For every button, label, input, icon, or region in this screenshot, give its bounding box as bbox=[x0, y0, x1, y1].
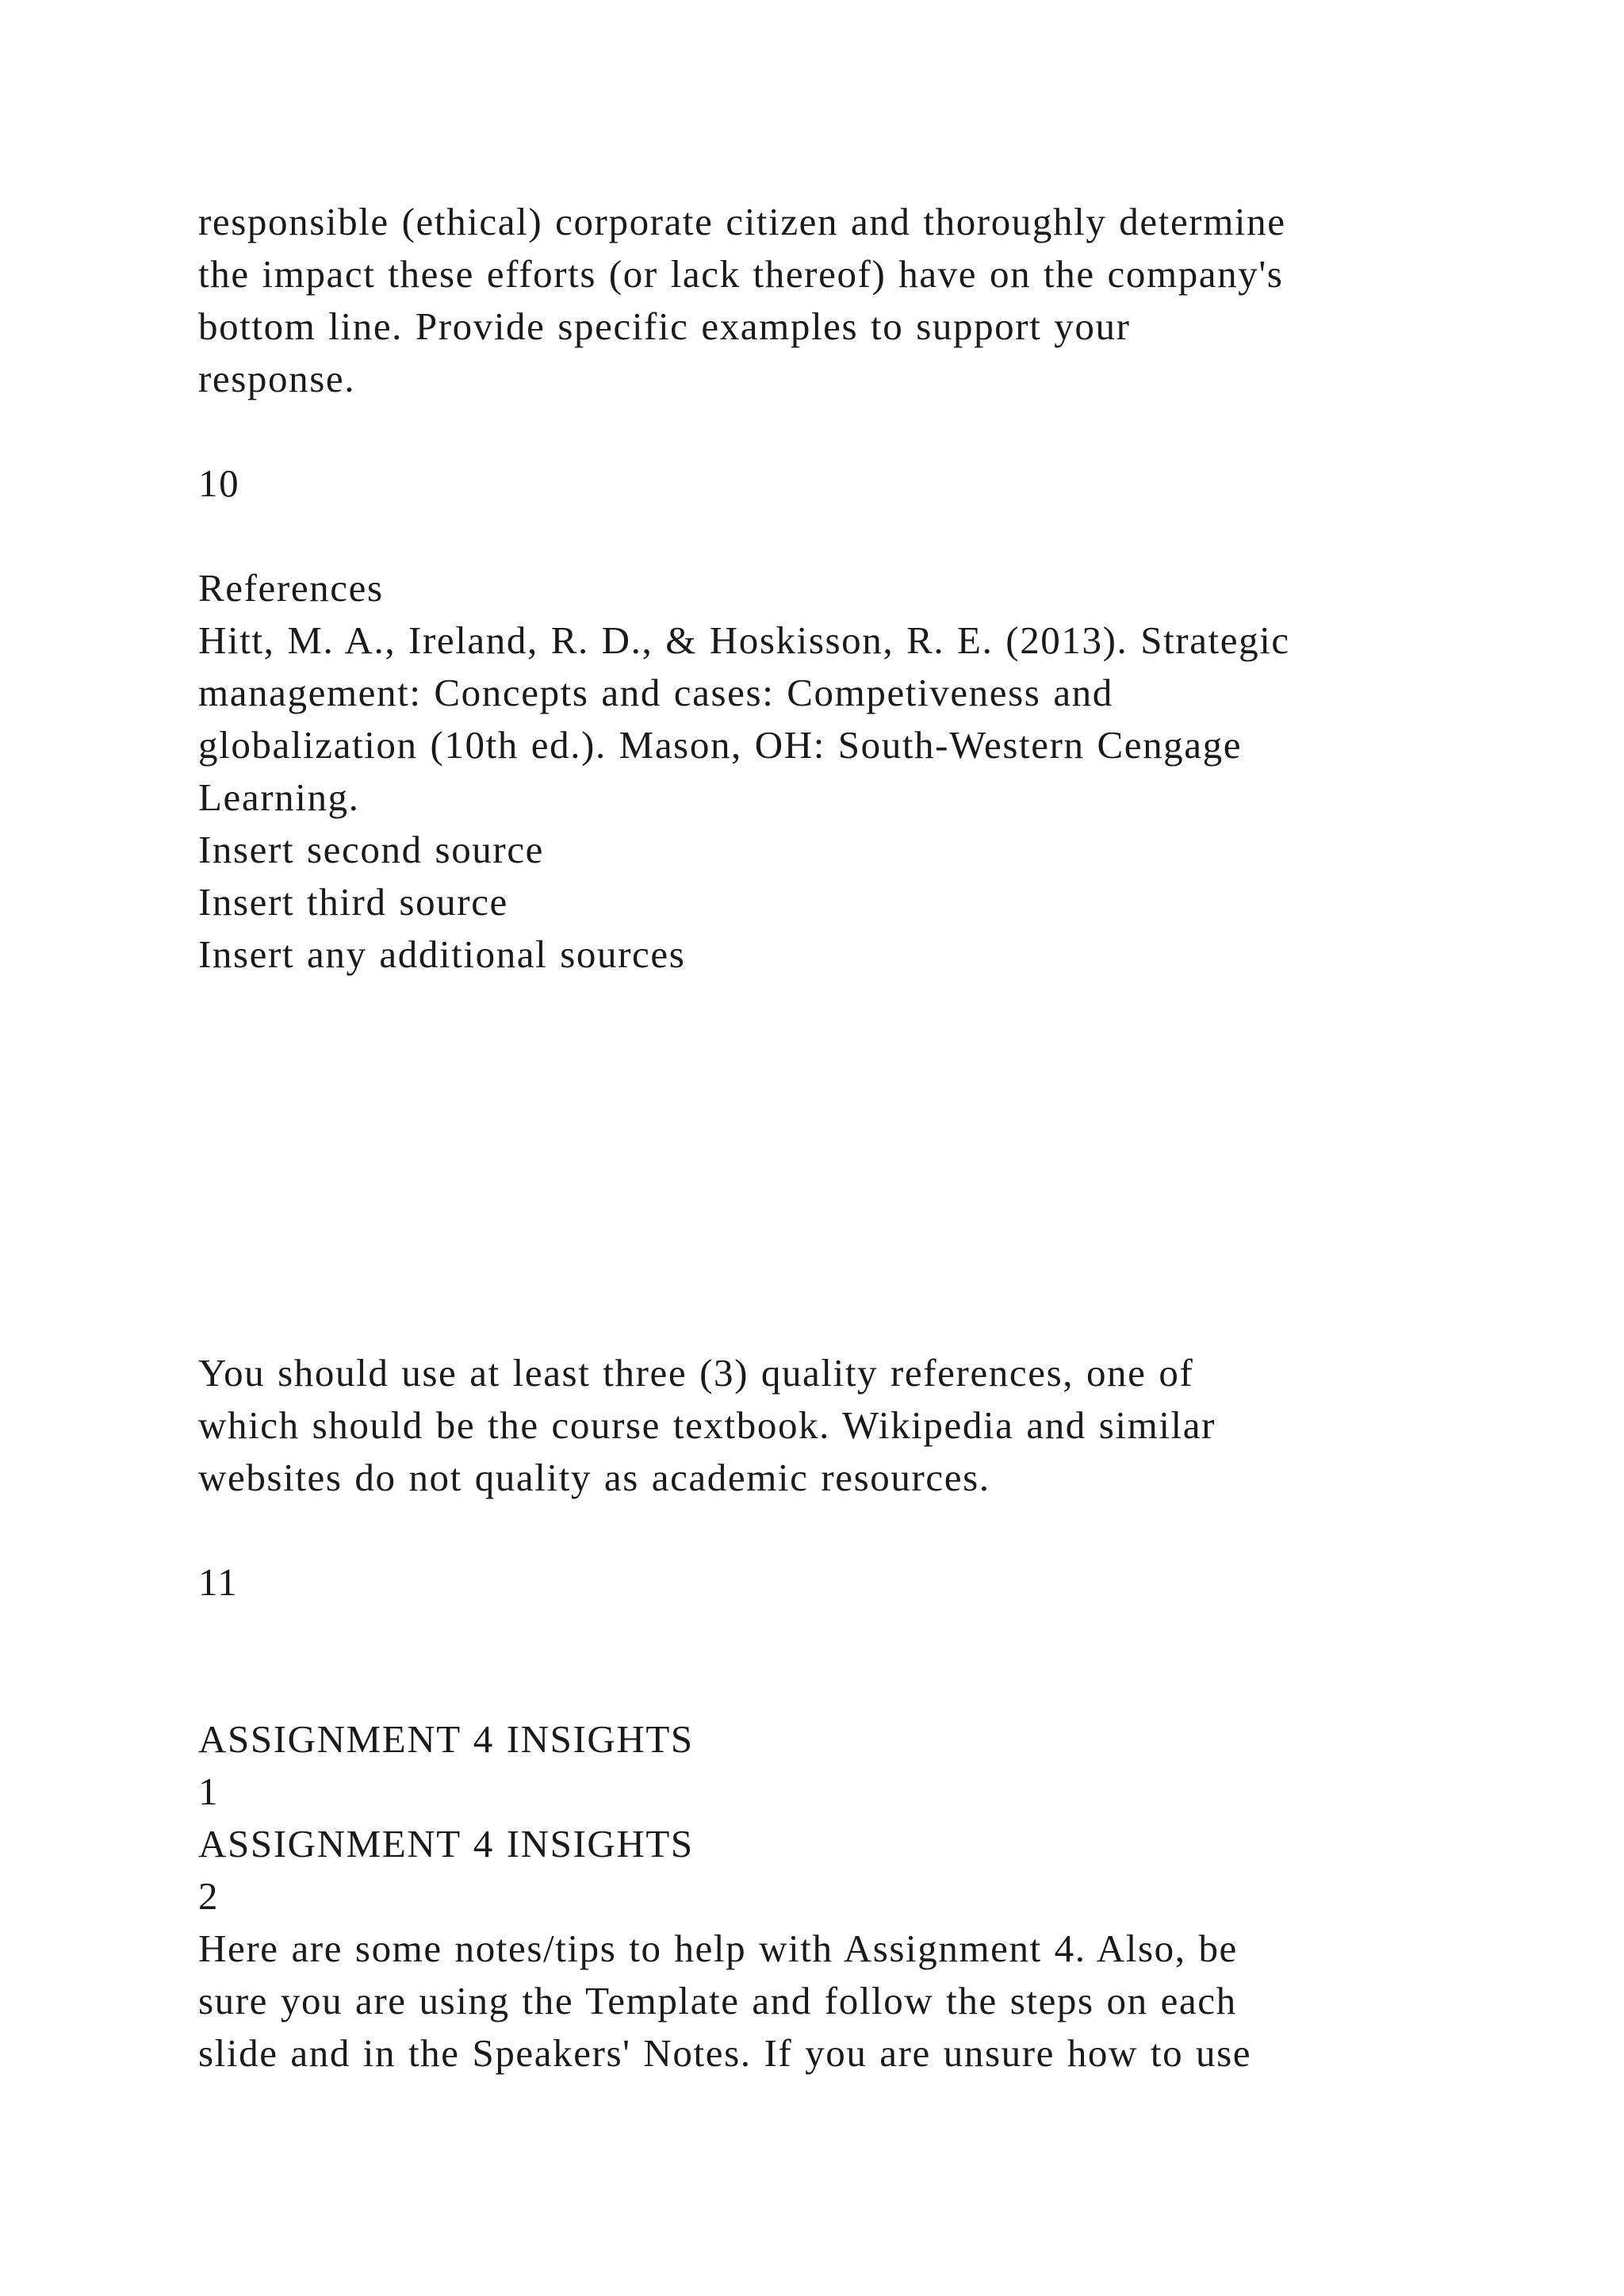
insights-title-1: ASSIGNMENT 4 INSIGHTS bbox=[198, 1717, 694, 1761]
references-heading: References bbox=[198, 566, 384, 610]
slide-number-10: 10 bbox=[198, 461, 240, 505]
citation-line-4: Learning. bbox=[198, 775, 360, 819]
citation-line-3: globalization (10th ed.). Mason, OH: South-Western Cengage bbox=[198, 723, 1243, 767]
intro-line-1: responsible (ethical) corporate citizen and thoroughly determine bbox=[198, 200, 1286, 243]
insights-body-line-1: Here are some notes/tips to help with Assignment 4. Also, be bbox=[198, 1927, 1238, 1970]
insights-number-2: 2 bbox=[198, 1874, 220, 1918]
reference-note-line-1: You should use at least three (3) quality references, one of bbox=[198, 1351, 1194, 1395]
insights-body-line-3: slide and in the Speakers' Notes. If you are unsure how to use bbox=[198, 2031, 1252, 2075]
intro-line-4: response. bbox=[198, 357, 356, 400]
slide-number-11: 11 bbox=[198, 1560, 239, 1604]
insights-title-2: ASSIGNMENT 4 INSIGHTS bbox=[198, 1822, 694, 1866]
insights-number-1: 1 bbox=[198, 1770, 220, 1813]
additional-sources-placeholder: Insert any additional sources bbox=[198, 932, 686, 976]
intro-line-2: the impact these efforts (or lack thereof) have on the company's bbox=[198, 252, 1284, 296]
intro-line-3: bottom line. Provide specific examples to support your bbox=[198, 304, 1131, 348]
insights-body-line-2: sure you are using the Template and follow the steps on each bbox=[198, 1979, 1237, 2022]
citation-line-2: management: Concepts and cases: Competiveness and bbox=[198, 671, 1113, 714]
third-source-placeholder: Insert third source bbox=[198, 880, 508, 924]
citation-line-1: Hitt, M. A., Ireland, R. D., & Hoskisson, R. E. (2013). Strategic bbox=[198, 618, 1290, 662]
reference-note-line-2: which should be the course textbook. Wikipedia and similar bbox=[198, 1403, 1216, 1447]
second-source-placeholder: Insert second source bbox=[198, 828, 545, 871]
reference-note-line-3: websites do not quality as academic resources. bbox=[198, 1456, 990, 1499]
